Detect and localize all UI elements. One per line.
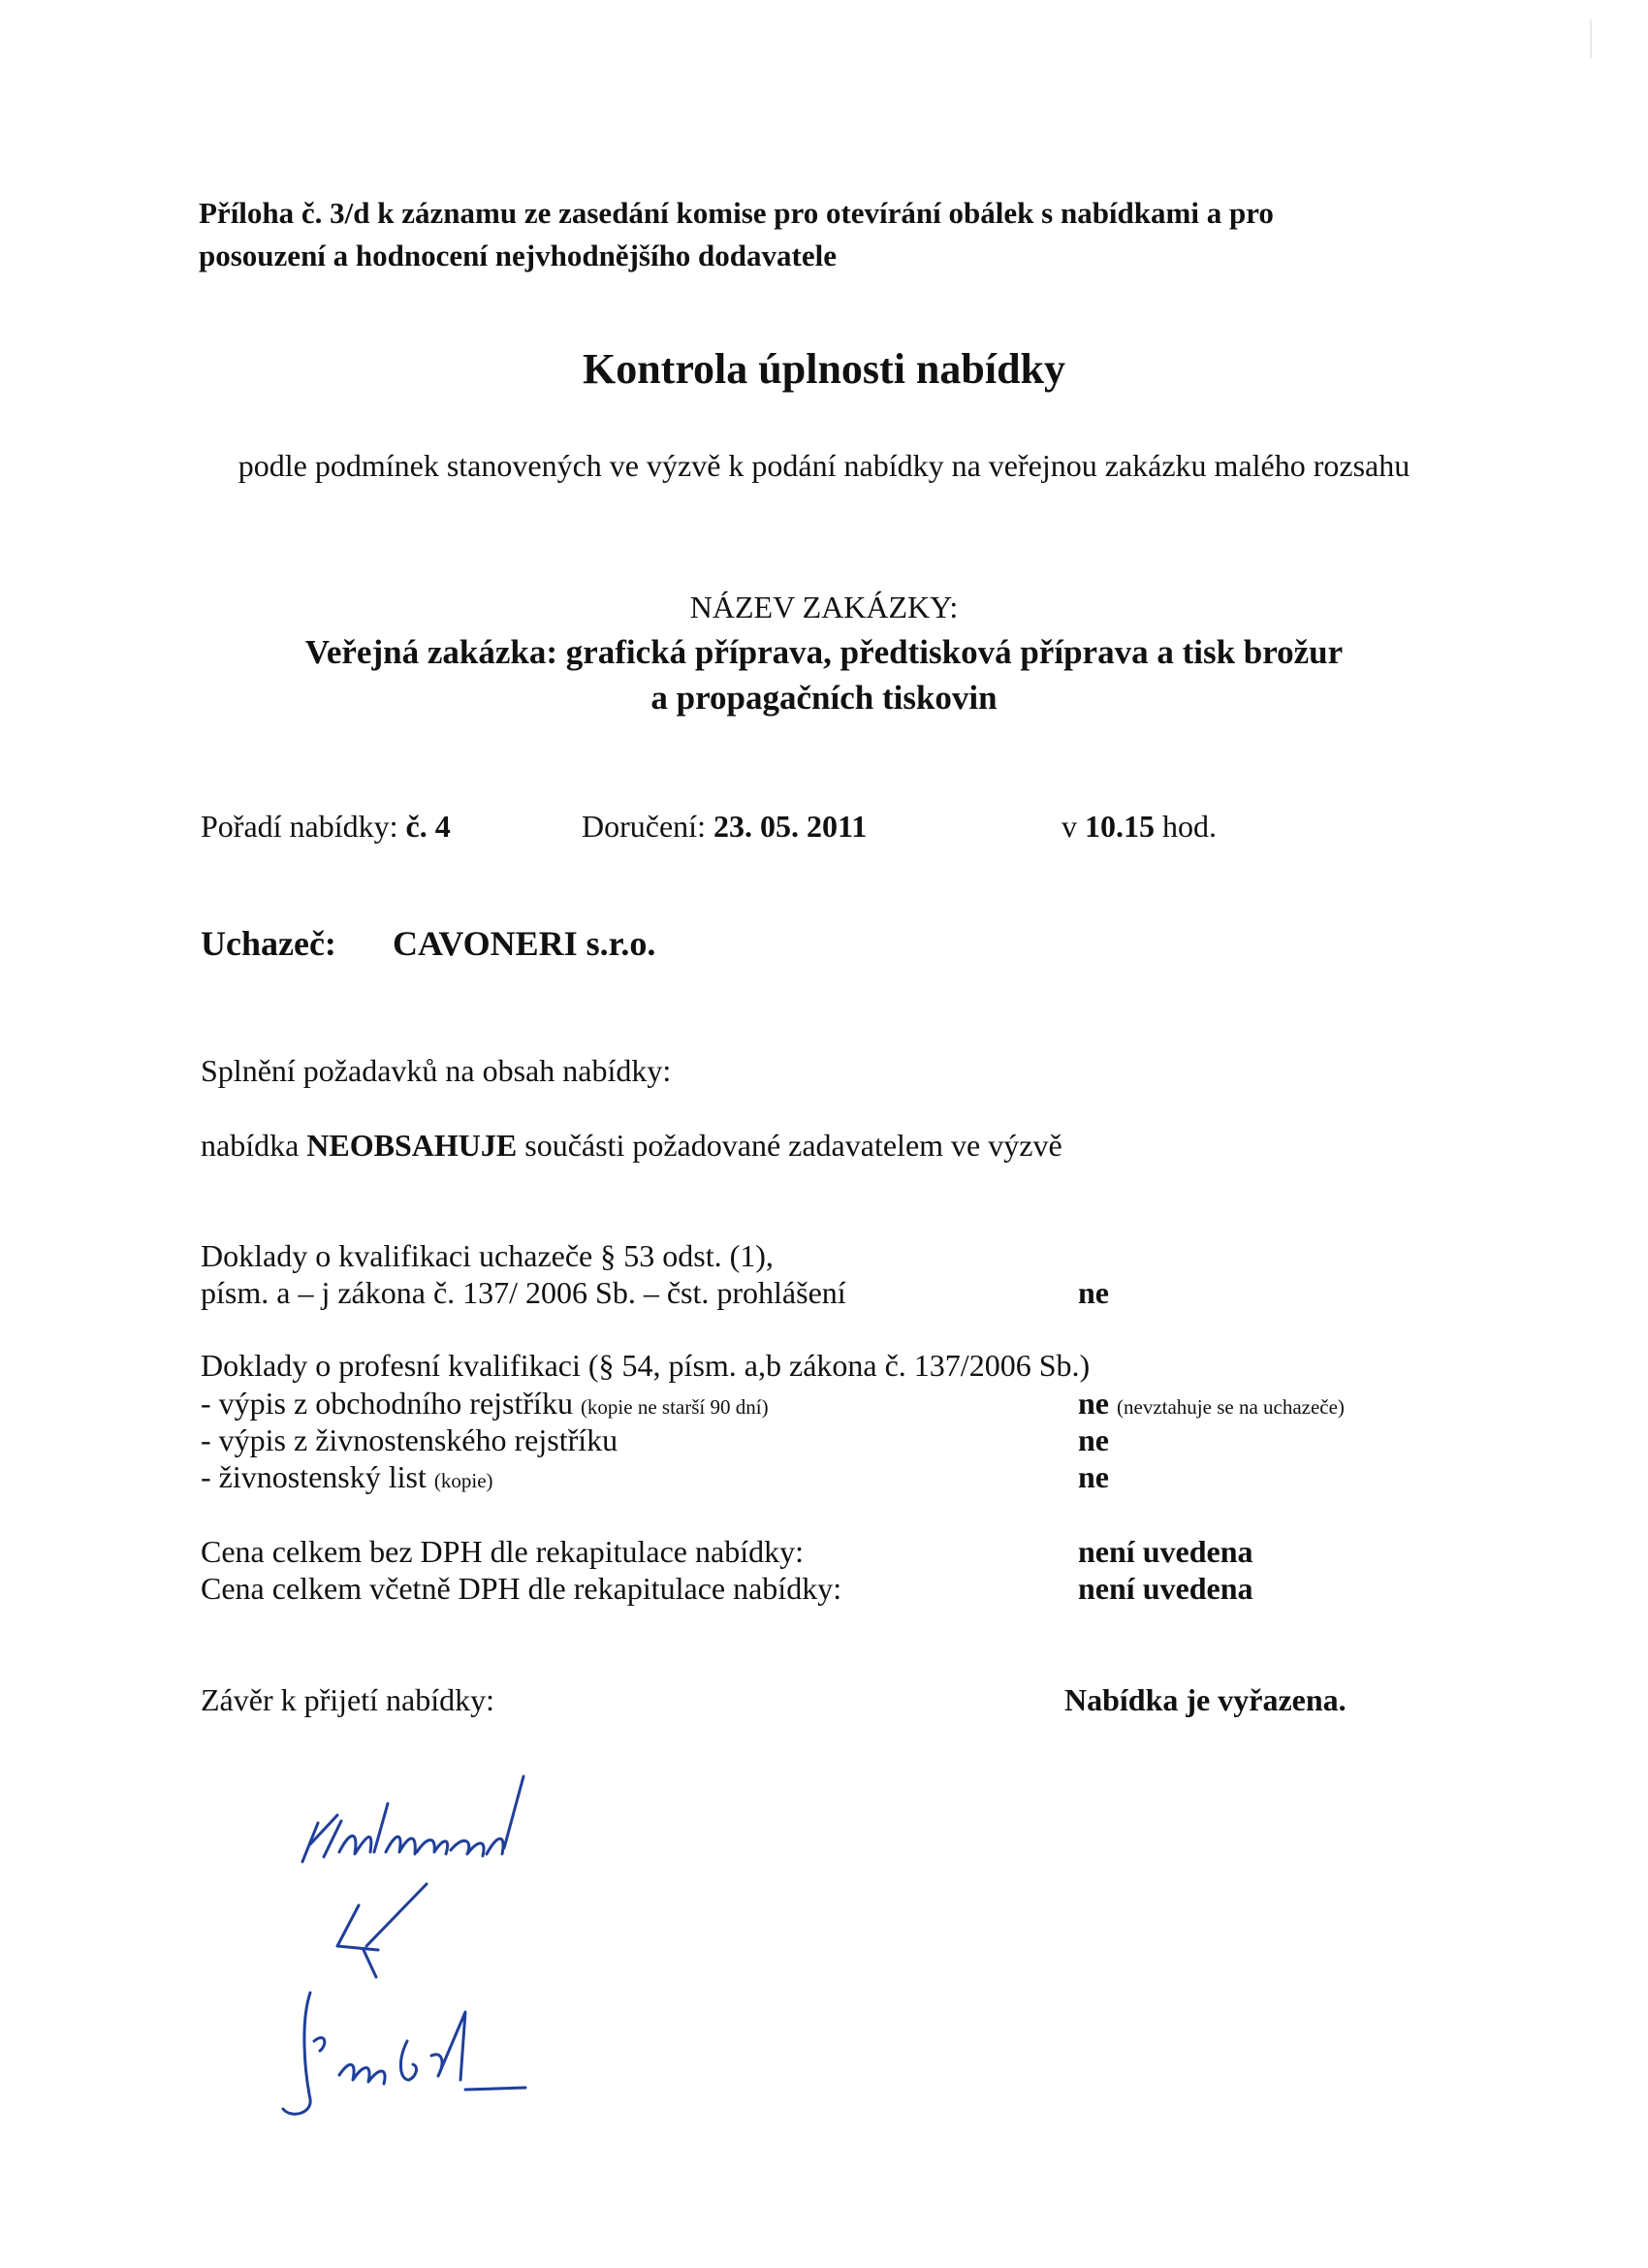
offer-order-value: č. 4 [405,809,451,844]
applicant-name-text: CAVONERI s.r.o. [393,924,656,963]
professional-item-label: - živnostenský list [201,1459,427,1494]
scan-edge-mark [1590,19,1592,58]
contract-name-line-1: Veřejná zakázka: grafická příprava, předtisková příprava a tisk brožur [304,633,1344,671]
professional-item-2-value: ne [1078,1422,1109,1457]
contract-label: NÁZEV ZAKÁZKY: [689,590,959,624]
qualification-value: ne [1078,1275,1109,1310]
offer-time [1062,809,1217,845]
qualification-line-1: Doklady o kvalifikaci uchazeče § 53 odst. (1), [201,1238,774,1273]
time-prefix: v [1062,809,1077,844]
professional-item-note: (kopie) [433,1469,493,1492]
offer-order [201,809,451,845]
requirements-heading: Splnění požadavků na obsah nabídky: [201,1053,672,1088]
professional-item-1-value [1078,1386,1345,1421]
offer-delivery [582,809,867,845]
price-with-vat-label: Cena celkem včetně DPH dle rekapitulace nabídky: [201,1571,842,1606]
delivery-date: 23. 05. 2011 [713,809,868,844]
price-without-vat-value: není uvedena [1078,1534,1253,1569]
price-with-vat-value: není uvedena [1078,1571,1253,1606]
document-title: Kontrola úplnosti nabídky [582,345,1066,393]
professional-item-1 [201,1386,769,1421]
signature-1 [281,1765,533,1881]
document-subtitle: podle podmínek stanovených ve výzvě k podání nabídky na veřejnou zakázku malého rozsahu [238,448,1410,483]
professional-item-value: ne [1078,1386,1109,1421]
professional-item-note: (kopie ne starší 90 dní) [580,1395,769,1419]
applicant-name [393,923,655,964]
professional-item-label: - výpis z obchodního rejstříku [201,1386,573,1421]
professional-heading: Doklady o profesní kvalifikaci (§ 54, písm. a,b zákona č. 137/2006 Sb.) [201,1348,1091,1383]
price-without-vat-label: Cena celkem bez DPH dle rekapitulace nabídky: [201,1534,804,1569]
professional-item-2 [201,1422,618,1458]
requirements-statement [201,1128,1062,1164]
professional-item-3-value: ne [1078,1459,1109,1494]
offer-order-label: Pořadí nabídky: [201,809,398,844]
signature-2 [320,1876,436,1983]
conclusion-value: Nabídka je vyřazena. [1064,1682,1347,1717]
annex-header-line-2: posouzení a hodnocení nejvhodnějšího dodavatele [199,239,837,272]
delivery-label: Doručení: [582,809,706,844]
professional-item-3 [201,1459,493,1495]
time-suffix: hod. [1162,809,1217,844]
professional-item-label: - výpis z živnostenského rejstříku [201,1422,618,1457]
statement-bold: NEOBSAHUJE [306,1128,518,1163]
contract-name-line-2: a propagačních tiskovin [650,679,998,717]
applicant-label: Uchazeč: [201,924,336,963]
signature-3 [271,1983,533,2128]
qualification-line-2: písm. a – j zákona č. 137/ 2006 Sb. – čst. prohlášení [201,1275,846,1310]
annex-header-line-1: Příloha č. 3/d k záznamu ze zasedání komise pro otevírání obálek s nabídkami a pro [199,196,1274,230]
conclusion-label: Závěr k přijetí nabídky: [201,1682,495,1717]
statement-prefix: nabídka [201,1128,300,1163]
time-value: 10.15 [1085,809,1155,844]
professional-item-value-note: (nevztahuje se na uchazeče) [1117,1395,1345,1419]
statement-suffix: součásti požadované zadavatelem ve výzvě [524,1128,1062,1163]
